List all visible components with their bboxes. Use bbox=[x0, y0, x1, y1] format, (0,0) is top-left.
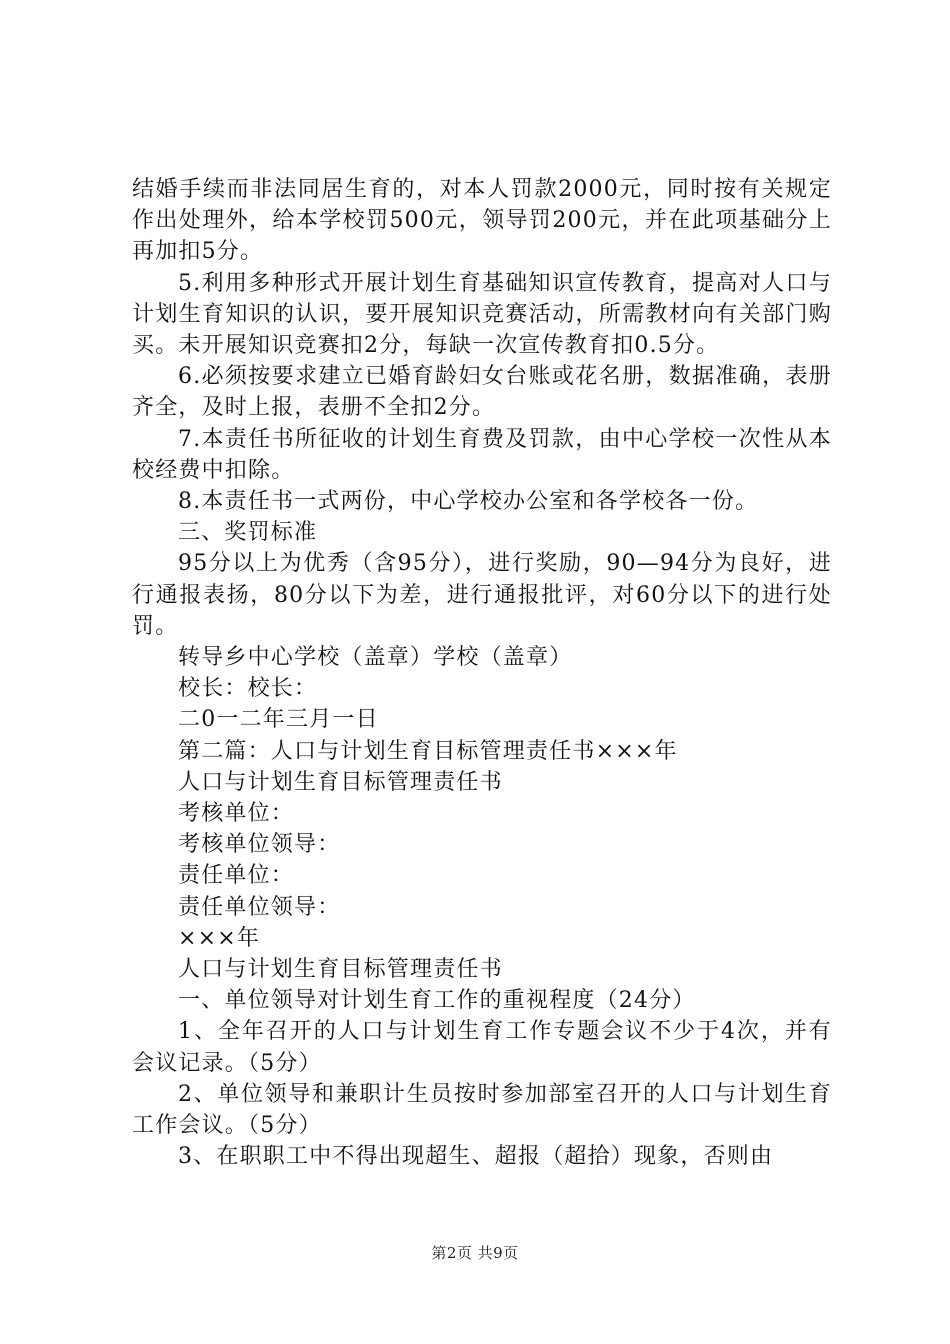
paragraph: 7.本责任书所征收的计划生育费及罚款，由中心学校一次性从本校经费中扣除。 bbox=[132, 426, 832, 483]
paragraph: 5.利用多种形式开展计划生育基础知识宣传教育，提高对人口与计划生育知识的认识，要开展知识竞赛活动，所需教材向有关部门购买。未开展知识竞赛扣2分，每缺一次宣传教育扣0.5分。 bbox=[132, 270, 832, 359]
signature-line: 转导乡中心学校（盖章）学校（盖章） bbox=[178, 645, 573, 671]
form-field-label: 责任单位领导： bbox=[178, 894, 341, 920]
form-field-label: 考核单位领导： bbox=[178, 832, 341, 858]
section-heading: 一、单位领导对计划生育工作的重视程度（24分） bbox=[178, 988, 696, 1014]
form-field-label: 考核单位： bbox=[178, 801, 295, 827]
year-line: ×××年 bbox=[178, 925, 261, 951]
section-heading: 三、奖罚标准 bbox=[178, 520, 318, 546]
document-body bbox=[132, 174, 832, 1173]
paragraph: 2、单位领导和兼职计生员按时参加部室召开的人口与计划生育工作会议。（5分） bbox=[132, 1081, 832, 1139]
form-field-label: 责任单位： bbox=[178, 863, 295, 889]
document-title: 人口与计划生育目标管理责任书 bbox=[178, 769, 503, 795]
document-title: 人口与计划生育目标管理责任书 bbox=[178, 957, 503, 983]
paragraph: 3、在职职工中不得出现超生、超报（超拾）现象，否则由 bbox=[178, 1144, 774, 1170]
chapter-title: 第二篇：人口与计划生育目标管理责任书×××年 bbox=[178, 738, 678, 764]
paragraph: 95分以上为优秀（含95分），进行奖励，90—94分为良好，进行通报表扬，80分以下为差，进行通报批评，对60分以下的进行处罚。 bbox=[132, 551, 832, 639]
signature-line: 校长：校长： bbox=[178, 676, 318, 702]
paragraph: 1、全年召开的人口与计划生育工作专题会议不少于4次，并有会议记录。（5分） bbox=[132, 1019, 832, 1076]
date-line: 二0一二年三月一日 bbox=[178, 707, 379, 733]
paragraph: 结婚手续而非法同居生育的，对本人罚款2000元，同时按有关规定作出处理外，给本学校罚500元，领导罚200元，并在此项基础分上再加扣5分。 bbox=[132, 177, 832, 265]
paragraph: 8.本责任书一式两份，中心学校办公室和各学校各一份。 bbox=[178, 489, 759, 515]
paragraph: 6.必须按要求建立已婚育龄妇女台账或花名册，数据准确，表册齐全，及时上报，表册不全扣2分。 bbox=[132, 364, 832, 421]
page-footer: 第2页 共9页 bbox=[431, 1244, 519, 1262]
